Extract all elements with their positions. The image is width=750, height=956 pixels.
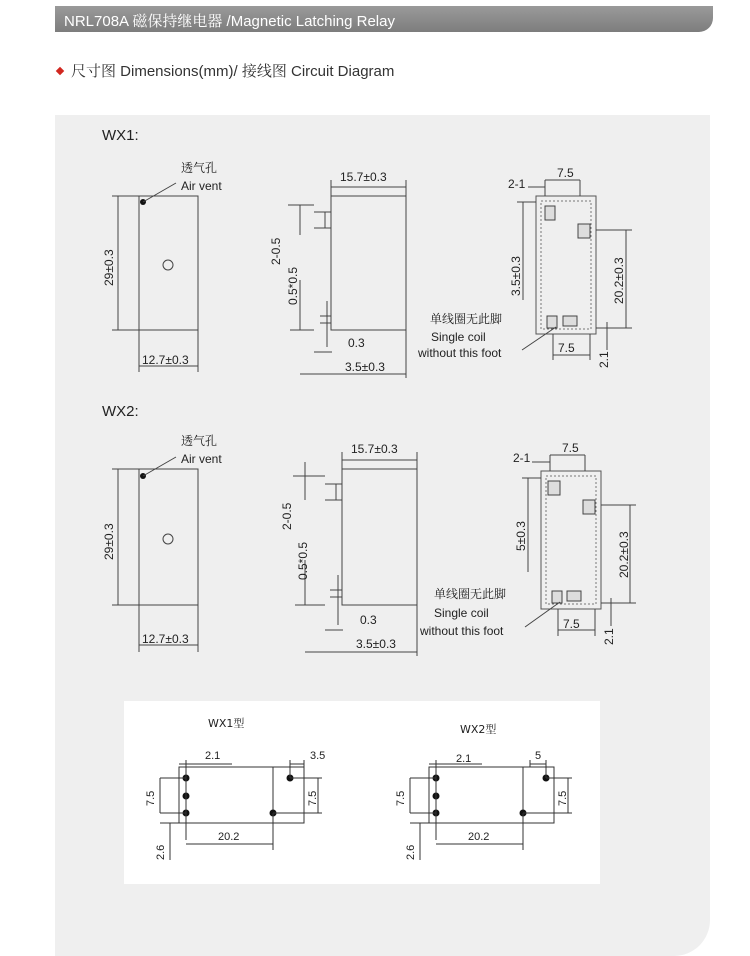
wx2-bottom-height-dim: 20.2±0.3: [617, 531, 631, 578]
wx2-bottom-top-width-dim: 7.5: [562, 441, 579, 455]
wx1-side-pin-len2-dim: 3.5±0.3: [345, 360, 385, 374]
wx1-side-pin-top-dim: 2-0.5: [269, 237, 283, 265]
wx2-circuit-right-dim: 7.5: [557, 790, 569, 806]
wx2-side-width-dim: 15.7±0.3: [351, 442, 398, 456]
wx1-label: WX1:: [102, 127, 139, 144]
wx1-bottom-left-gap-dim: 3.5±0.3: [509, 256, 523, 296]
wx1-air-vent-cn: 透气孔: [181, 161, 218, 175]
wx1-bottom-height-dim: 20.2±0.3: [612, 257, 626, 304]
wx2-circuit: [410, 760, 572, 860]
wx1-bottom-foot-dim: 2.1: [597, 351, 611, 368]
wx2-side-pin-top-dim: 2-0.5: [280, 502, 294, 530]
wx1-height-dim: 29±0.3: [102, 249, 116, 286]
wx2-bottom-left-gap-dim: 5±0.3: [514, 521, 528, 551]
wx2-label: WX2:: [102, 403, 139, 420]
wx2-side-pin-len2-dim: 3.5±0.3: [356, 637, 396, 651]
wx2-bottom-foot-dim: 2.1: [602, 628, 616, 645]
wx1-bottom-bottom-width-dim: 7.5: [558, 341, 575, 355]
wx1-circuit: [160, 760, 322, 860]
wx2-bottom-bottom-width-dim: 7.5: [563, 617, 580, 631]
wx1-side-width-dim: 15.7±0.3: [340, 170, 387, 184]
wx2-circuit-left-dim: 7.5: [395, 790, 407, 806]
wx2-circuit-bottom-dim: 20.2: [468, 831, 490, 843]
wx1-bottom-holes-dim: 2-1: [508, 177, 526, 191]
wx2-single-coil-en2: without this foot: [420, 624, 504, 638]
wx2-single-coil-cn: 单线圈无此脚: [434, 587, 507, 601]
wx1-side-pin-gap-dim: 0.5*0.5: [286, 266, 300, 305]
wx2-circuit-top-left-dim: 2.1: [456, 753, 472, 765]
wx2-circuit-top-right-dim: 5: [535, 750, 542, 762]
wx2-circuit-title: WX2型: [460, 723, 497, 736]
wx1-bottom-top-width-dim: 7.5: [557, 166, 574, 180]
wx2-height-dim: 29±0.3: [102, 523, 116, 560]
wx1-circuit-right-dim: 7.5: [307, 790, 319, 806]
wx1-circuit-top-left-dim: 2.1: [205, 750, 221, 762]
wx2-side-pin-len-dim: 0.3: [360, 613, 377, 627]
wx2-circuit-bottom-left-dim: 2.6: [405, 844, 417, 860]
wx1-side-pin-len-dim: 0.3: [348, 336, 365, 350]
wx2-air-vent-cn: 透气孔: [181, 434, 218, 448]
wx2-single-coil-en1: Single coil: [434, 606, 489, 620]
wx1-circuit-bottom-dim: 20.2: [218, 831, 240, 843]
wx2-air-vent-en: Air vent: [181, 452, 222, 466]
wx1-circuit-bottom-left-dim: 2.6: [155, 844, 167, 860]
wx1-air-vent-en: Air vent: [181, 179, 222, 193]
wx1-width-dim: 12.7±0.3: [142, 353, 189, 367]
wx1-circuit-left-dim: 7.5: [145, 790, 157, 806]
wx1-single-coil-en2: without this foot: [418, 346, 502, 360]
wx1-single-coil-en1: Single coil: [431, 330, 486, 344]
wx2-bottom-holes-dim: 2-1: [513, 451, 531, 465]
wx1-single-coil-cn: 单线圈无此脚: [430, 312, 503, 326]
wx1-circuit-title: WX1型: [208, 717, 245, 730]
wx2-side-pin-gap-dim: 0.5*0.5: [296, 541, 310, 580]
section-title: 尺寸图 Dimensions(mm)/ 接线图 Circuit Diagram: [71, 63, 395, 80]
wx2-width-dim: 12.7±0.3: [142, 632, 189, 646]
page-title: NRL708A 磁保持继电器 /Magnetic Latching Relay: [64, 13, 395, 30]
wx1-circuit-top-right-dim: 3.5: [310, 750, 326, 762]
